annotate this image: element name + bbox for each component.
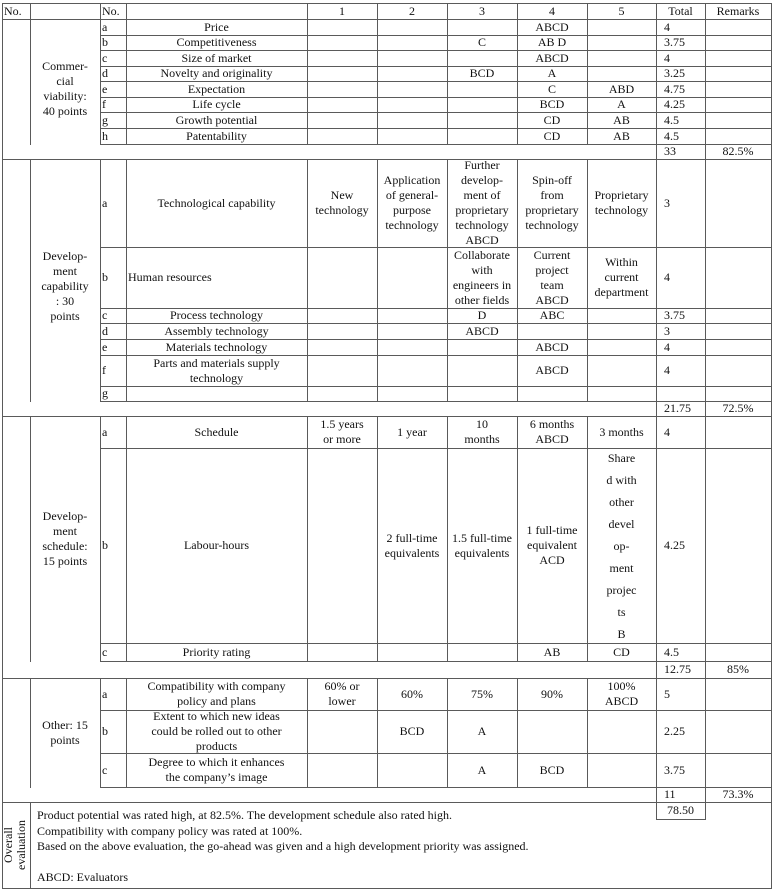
row-item-label: Parts and materials supply technology (153, 355, 280, 385)
rating-cell-3: Further develop- ment of proprietary technology ABCD (455, 158, 509, 247)
rating-cell-5: Share d with other devel op- ment projec ts B (606, 450, 637, 641)
row-id: e (102, 81, 108, 96)
grid-line (587, 416, 588, 661)
grid-line (100, 416, 101, 661)
rating-cell-1 (309, 643, 375, 661)
grid-line (517, 416, 518, 661)
rating-cell-5 (589, 308, 654, 323)
row-item-label: Materials technology (165, 339, 268, 354)
rating-cell-1 (309, 50, 375, 66)
row-total: 4 (664, 19, 670, 34)
grid-line (100, 159, 101, 401)
grid-line (656, 401, 657, 416)
rating-cell-1 (309, 97, 375, 112)
section-remark: 72.5% (722, 401, 754, 415)
rating-cell-2: Application of general- purpose technology (383, 173, 441, 232)
row-total: 3.75 (664, 35, 685, 49)
grid-line (705, 159, 706, 401)
rating-cell-5 (589, 50, 654, 66)
row-id: a (102, 686, 108, 701)
rating-cell-2 (379, 97, 445, 112)
row-total: 3 (664, 195, 670, 210)
grid-line (126, 678, 127, 787)
grid-line (656, 678, 657, 787)
grid-line (656, 787, 657, 802)
row-id: c (102, 644, 108, 659)
row-total (658, 386, 703, 401)
rating-cell-5: CD (613, 644, 630, 659)
row-item-label: Growth potential (175, 112, 258, 127)
rating-cell-3: D (477, 308, 487, 322)
grid-line (771, 3, 772, 888)
row-item-label: Novelty and originality (160, 66, 273, 80)
rating-cell-3 (449, 128, 515, 144)
grid-line (307, 678, 308, 787)
grid-line (30, 416, 31, 662)
rating-cell-5 (589, 19, 654, 35)
grid-line (447, 678, 448, 787)
grid-line (126, 3, 127, 19)
rating-cell-3: A (477, 762, 487, 777)
row-id: b (102, 35, 108, 49)
rating-cell-1 (309, 35, 375, 50)
grid-line (656, 416, 657, 661)
row-id: g (102, 386, 108, 400)
grid-line (656, 802, 657, 819)
rating-cell-1 (309, 247, 375, 308)
grid-line (377, 678, 378, 787)
overall-comment-line: ABCD: Evaluators (37, 870, 128, 884)
row-total: 4.5 (664, 112, 679, 127)
rating-cell-1 (309, 323, 375, 339)
rating-cell-2 (379, 66, 445, 81)
rating-cell-3 (449, 643, 515, 661)
rating-cell-1 (309, 308, 375, 323)
rating-cell-1: New technology (315, 188, 369, 217)
rating-cell-5 (589, 339, 654, 355)
rating-cell-5 (589, 753, 654, 787)
rating-cell-4: Current project team ABCD (533, 247, 571, 307)
header-col-5: 5 (618, 3, 625, 18)
grid-line (705, 416, 706, 661)
rating-cell-5: AB (613, 128, 630, 143)
overall-comment-line (37, 855, 637, 870)
rating-cell-5 (589, 355, 654, 386)
section-subtotal: 21.75 (664, 401, 691, 415)
grid-line (705, 144, 706, 159)
header-col-2: 2 (409, 3, 415, 18)
header-col-4: 4 (549, 3, 555, 18)
section-subtotal: 11 (664, 787, 676, 801)
row-total: 3.75 (664, 308, 685, 322)
row-item-label: Labour-hours (183, 538, 250, 552)
grid-line (656, 3, 657, 19)
grid-line (30, 678, 31, 788)
row-total: 4.5 (664, 644, 679, 659)
row-total: 4 (664, 339, 670, 354)
row-item-label: Compatibility with company policy and plans (147, 679, 286, 708)
rating-cell-2 (379, 323, 445, 339)
rating-cell-4: ABCD (535, 339, 569, 354)
rating-cell-5 (589, 66, 654, 81)
rating-cell-5: 100% ABCD (604, 679, 639, 708)
rating-cell-1 (309, 128, 375, 144)
row-id: c (102, 50, 108, 65)
row-id: d (102, 66, 108, 80)
rating-cell-2 (379, 35, 445, 50)
rating-cell-5: Proprietary technology (594, 188, 649, 217)
development-section-label: Develop- ment capability : 30 points (41, 249, 89, 323)
rating-cell-1 (309, 753, 375, 787)
rating-cell-2 (379, 81, 445, 97)
rating-cell-3 (449, 50, 515, 66)
grid-line (447, 3, 448, 19)
row-item-label: Life cycle (192, 97, 241, 111)
rating-cell-1 (309, 81, 375, 97)
rating-cell-5: 3 months (599, 424, 644, 439)
rating-cell-1 (309, 448, 375, 643)
grid-line (2, 888, 772, 889)
rating-cell-4 (519, 386, 585, 401)
grid-line (705, 3, 706, 19)
grid-line (517, 159, 518, 401)
rating-cell-2 (379, 308, 445, 323)
rating-cell-3 (449, 386, 515, 401)
grid-line (656, 159, 657, 401)
rating-cell-5 (589, 323, 654, 339)
rating-cell-4: AB D (537, 35, 567, 49)
commercial-section-label: Commer- cial viability: 40 points (42, 59, 88, 118)
row-item-label: Degree to which it enhances the company’s image (148, 755, 285, 784)
row-id: f (102, 363, 106, 377)
grid-line (705, 802, 706, 819)
rating-cell-2 (379, 128, 445, 144)
row-id: e (102, 339, 108, 354)
row-total: 4.25 (664, 97, 685, 111)
grid-line (100, 3, 101, 19)
header-remarks: Remarks (716, 3, 760, 18)
row-total: 3.75 (664, 762, 685, 777)
row-item-label: Patentability (186, 128, 247, 143)
rating-cell-5: A (617, 97, 626, 111)
row-total: 4 (664, 270, 670, 284)
row-total: 4 (664, 50, 670, 65)
overall-score: 78.50 (667, 803, 694, 817)
section-remark: 82.5% (722, 144, 754, 158)
grid-line (126, 416, 127, 661)
grid-line (656, 144, 657, 159)
rating-cell-3: 1.5 full-time equivalents (452, 530, 512, 560)
row-total: 4.5 (664, 128, 679, 143)
rating-cell-2: BCD (399, 724, 425, 738)
rating-cell-3 (449, 112, 515, 128)
row-total: 3 (664, 323, 670, 338)
rating-cell-3: Collaborate with engineers in other fields (452, 247, 512, 307)
rating-cell-4: ABCD (535, 50, 569, 65)
grid-line (447, 159, 448, 401)
row-id: b (102, 724, 108, 738)
rating-cell-4: BCD (539, 762, 565, 777)
rating-cell-4: 90% (541, 686, 563, 701)
section-subtotal: 33 (664, 144, 676, 158)
rating-cell-3 (449, 19, 515, 35)
row-item-label: Technological capability (157, 195, 276, 210)
rating-cell-2 (379, 19, 445, 35)
rating-cell-1 (309, 19, 375, 35)
section-remark: 73.3% (722, 787, 754, 801)
rating-cell-2 (379, 643, 445, 661)
row-id: a (102, 424, 108, 439)
grid-line (30, 3, 31, 19)
row-id: a (102, 195, 108, 210)
grid-line (307, 159, 308, 401)
grid-line (705, 661, 706, 678)
rating-cell-5: Within current department (594, 255, 649, 299)
rating-cell-3 (449, 355, 515, 386)
row-id: c (102, 308, 108, 322)
overall-comment-line: Based on the above evaluation, the go-ahead was given and a high development priority was assigned. (37, 839, 529, 853)
row-item-label: Price (204, 19, 229, 34)
row-id: h (102, 128, 108, 143)
row-total: 4 (664, 363, 670, 377)
rating-cell-4: CD (543, 112, 561, 127)
grid-line (126, 159, 127, 401)
row-item-label: Human resources (128, 270, 212, 284)
row-id: d (102, 323, 108, 338)
rating-cell-2 (379, 355, 445, 386)
grid-line (447, 416, 448, 661)
rating-cell-5 (589, 710, 654, 753)
rating-cell-1 (309, 386, 375, 401)
schedule-section-label: Develop- ment schedule: 15 points (42, 508, 88, 568)
rating-cell-1 (309, 66, 375, 81)
header-sub-no: No. (102, 3, 120, 18)
grid-line (30, 159, 31, 402)
row-item-label: Competitiveness (176, 35, 257, 49)
row-item-label: Assembly technology (164, 323, 269, 338)
row-id: b (102, 270, 108, 284)
grid-line (377, 416, 378, 661)
grid-line (656, 819, 706, 820)
grid-line (587, 159, 588, 401)
rating-cell-4 (519, 710, 585, 753)
rating-cell-4: 1 full-time equivalent ACD (526, 523, 578, 567)
grid-line (307, 3, 308, 19)
rating-cell-1 (309, 339, 375, 355)
grid-line (656, 661, 657, 678)
header-col-1: 1 (339, 3, 345, 18)
row-total: 4.25 (664, 538, 685, 552)
rating-cell-4: AB (543, 644, 561, 659)
rating-cell-1 (309, 112, 375, 128)
overall-evaluation-label: Overall evaluation (1, 820, 28, 870)
rating-cell-2: 60% (401, 686, 423, 701)
row-total: 5 (664, 686, 670, 701)
row-id: a (102, 19, 108, 34)
rating-cell-3: A (477, 724, 487, 738)
rating-cell-3: BCD (469, 66, 495, 80)
header-total: Total (668, 3, 693, 18)
rating-cell-2: 1 year (397, 424, 427, 439)
row-item-label: Process technology (170, 308, 263, 322)
row-item-label: Priority rating (182, 644, 251, 659)
rating-cell-2 (379, 50, 445, 66)
rating-cell-2 (379, 247, 445, 308)
rating-cell-2 (379, 753, 445, 787)
row-id: f (102, 97, 106, 111)
rating-cell-4: A (547, 66, 557, 80)
grid-line (705, 787, 706, 802)
grid-line (2, 3, 3, 888)
rating-cell-3 (449, 81, 515, 97)
grid-line (377, 3, 378, 19)
rating-cell-5: ABD (608, 81, 635, 96)
rating-cell-5 (589, 386, 654, 401)
grid-line (587, 3, 588, 19)
rating-cell-4: ABCD (535, 363, 569, 377)
rating-cell-4: ABC (539, 308, 565, 322)
grid-line (377, 159, 378, 401)
rating-cell-2: 2 full-time equivalents (384, 530, 440, 560)
grid-line (705, 401, 706, 416)
grid-line (705, 678, 706, 787)
row-item-label: Expectation (187, 81, 246, 96)
grid-line (100, 678, 101, 787)
other-section-label: Other: 15 points (42, 717, 88, 747)
rating-cell-5 (589, 35, 654, 50)
grid-line (30, 802, 31, 888)
rating-cell-4: BCD (539, 97, 565, 111)
section-subtotal: 12.75 (664, 662, 691, 676)
overall-comment-line: Compatibility with company policy was rated at 100%. (37, 823, 303, 838)
rating-cell-4: Spin-off from proprietary technology (525, 173, 579, 232)
rating-cell-4: ABCD (535, 19, 569, 34)
rating-cell-2 (379, 339, 445, 355)
row-id: c (102, 762, 108, 777)
row-total: 4 (664, 424, 670, 439)
rating-cell-2 (379, 112, 445, 128)
overall-comment-line: Product potential was rated high, at 82.5%. The development schedule also rated high. (37, 808, 453, 822)
row-total: 2.25 (664, 724, 685, 738)
header-col-3: 3 (479, 3, 485, 18)
rating-cell-4 (519, 323, 585, 339)
grid-line (517, 3, 518, 19)
rating-cell-4: C (547, 81, 556, 96)
rating-cell-3 (449, 97, 515, 112)
rating-cell-1: 60% or lower (324, 679, 360, 708)
rating-cell-3: C (477, 35, 486, 49)
rating-cell-4: CD (543, 128, 561, 143)
rating-cell-1 (309, 355, 375, 386)
row-id: b (102, 538, 108, 552)
rating-cell-1 (309, 710, 375, 753)
row-total: 3.25 (664, 66, 685, 80)
rating-cell-3: 10 months (464, 417, 500, 446)
row-item-label: Extent to which new ideas could be rolled out to other products (151, 709, 282, 753)
rating-cell-3: 75% (471, 686, 493, 701)
rating-cell-5: AB (613, 112, 630, 127)
header-no: No. (4, 3, 22, 18)
rating-cell-1: 1.5 years or more (320, 417, 364, 446)
row-id: g (102, 112, 108, 127)
row-item-label: Size of market (181, 50, 252, 65)
grid-line (30, 19, 31, 145)
row-item-label (128, 386, 305, 401)
rating-cell-3 (449, 339, 515, 355)
grid-line (587, 678, 588, 787)
section-remark: 85% (727, 662, 749, 676)
rating-cell-4: 6 months ABCD (529, 417, 575, 446)
rating-cell-2 (379, 386, 445, 401)
grid-line (517, 678, 518, 787)
rating-cell-3: ABCD (465, 323, 499, 338)
row-total: 4.75 (664, 81, 685, 96)
grid-line (307, 416, 308, 661)
row-item-label: Schedule (194, 424, 239, 439)
